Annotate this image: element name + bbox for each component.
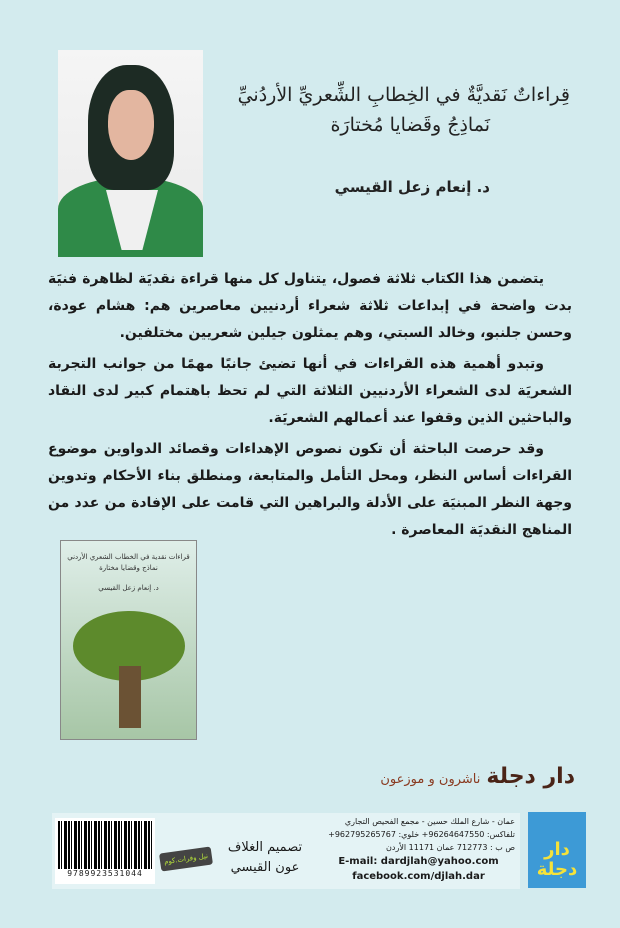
publisher-name: دار دجلة (486, 764, 575, 789)
front-cover-thumbnail (60, 540, 197, 740)
mini-author: د. إنعام زعل القيسي (98, 584, 159, 592)
mini-subtitle: نماذج وقضايا مختارة (99, 564, 158, 572)
isbn-barcode (55, 818, 155, 884)
book-title: قِراءاتٌ نَقديَّةٌ في الخِطابِ الشِّعريِّ الأردُنيِّ (237, 84, 570, 106)
blurb-paragraph: وقد حرصت الباحثة أن تكون نصوص الإهداءات وقصائد الدواوين موضوع القراءات أساس النظر، ومحل التأمل والمتابعة، ومنطلق بناء الأحكام وتدوين وجهة النظر المبنيَة على الأدلة والبراهين التي قامت على الإفادة من عدد من المناهج النقديَة المعاصرة . (48, 441, 572, 538)
publisher-subtitle: ناشرون و موزعون (380, 772, 481, 787)
blurb (48, 266, 572, 548)
author-photo (58, 50, 203, 257)
facebook: facebook.com/djlah.dar (352, 871, 485, 882)
mini-title: قراءات نقدية في الخطاب الشعري الأردني (67, 553, 190, 561)
designer-name: عون القيسي (230, 860, 300, 875)
phones: تلفاكس: 96264647550+ خلوي: 962795265767+ (328, 830, 515, 839)
retailer-tag: نيل وفرات.كوم (159, 846, 213, 871)
author-name: د. إنعام زعل القيسي (334, 178, 490, 196)
tree-trunk (119, 666, 141, 728)
cover-design-credit (225, 838, 305, 878)
blurb-paragraph: وتبدو أهمية هذه القراءات في أنها تضيئ جانبًا مهمًا من جوانب التجربة الشعريَة لدى الشعراء الأردنيين الثلاثة التي لم تحظ باهتمام كبير لدى النقاد والباحثين الذين وقفوا عند أعمالهم الشعريَة. (48, 356, 572, 426)
blurb-paragraph: يتضمن هذا الكتاب ثلاثة فصول، يتناول كل منها قراءة نقديَة لظاهرة فنيَة بدت واضحة في إبداعات ثلاثة شعراء أردنيين معاصرين هم: هشام عودة، وحسن جلنبو، وخالد السبتي، وهم يمثلون جيلين شعريين مختلفين. (48, 271, 572, 341)
isbn-number: 9789923531044 (67, 869, 143, 878)
publisher-heading (380, 764, 575, 789)
book-subtitle: نَماذِجُ وقَضايا مُختارَة (330, 114, 490, 136)
contact-info (322, 815, 518, 884)
publisher-logo: دار دجلة (528, 812, 586, 888)
pobox: ص ب : 712773 عمان 11171 الأردن (386, 843, 515, 852)
email: E-mail: dardjlah@yahoo.com (338, 856, 499, 867)
design-label: تصميم الغلاف (227, 840, 303, 855)
address: عمان - شارع الملك حسين - مجمع الفحيص التجاري (344, 817, 515, 826)
